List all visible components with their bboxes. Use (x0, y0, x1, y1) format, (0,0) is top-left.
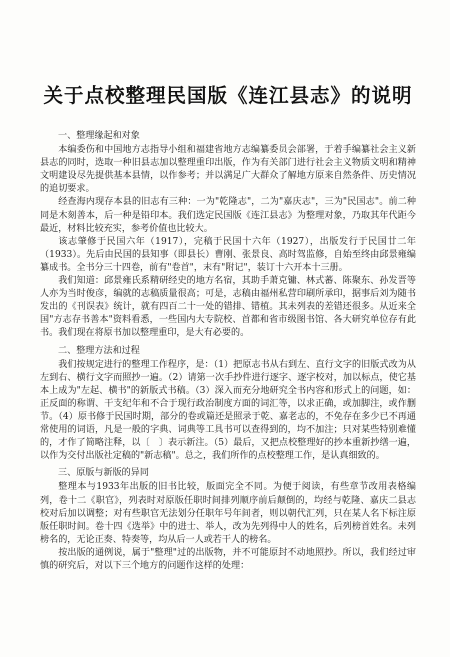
section-differences (40, 467, 416, 573)
section-heading: 一、整理缘起和对象 (58, 131, 140, 141)
section-heading: 二、整理方法和过程 (58, 345, 140, 356)
document-body (40, 130, 416, 573)
paragraph: 我们知道：邱景雍氏系精研经史的地方名宿，其助手萧克镛、林式蕃、陈聚东、孙发晋等人亦为当时俊彦，编就的志稿质量很高；可是，志稿由福州私营印刷所承印，据事后刘为随书发出的《刊误表》统计，就有四百二十一处的错排、错植。其未列表的差错还很多。从近来全国"方志存书善本"资料看悉，一些国内大专院校、首都和省市级图书馆、各大研究单位存有此书。我们现在将原书加以整理重印，是大有必要的。 (40, 276, 416, 339)
paragraph: 经查海内现存本县的旧志有三种：一为"乾隆志"，二为"嘉庆志"，三为"民国志"。前二种同是木刻善本，后一种是铅印本。我们选定民国版《连江县志》为整理对象，乃取其年代距今最近，材料比较充实，参考价值也比较大。 (40, 197, 416, 234)
page-title: 关于点校整理民国版《连江县志》的说明 (43, 84, 413, 107)
paragraph: 我们按规定进行的整理工作程序，是：（1）把原志书从右到左、直行文字的旧版式改为从左到右、横行文字而照抄一遍。（2）请第一次手抄件进行逐字、逐字校对，加以标点，使它基本上成为"左起、横书"的新版式书稿。（3）深入而充分地研究全书内容和形式上的问题，如：正反面的称谓、干支纪年和不合于现行政治制度方面的词汇等，以求正确，或加脚注，或作删节。（4）原书修于民国时期，部分的卷或篇还是照录于乾、嘉老志的，不免存在多少已不再通常使用的词语，凡是一般的字典、词典等工具书可以查得到的，均不加注；只对某些特别难懂的，才作了简略注释，以〔 〕表示新注。（5）最后，又把点校整理好的抄本重新抄缮一遍，以作为交付出版社定稿的"新志稿"。总之，我们所作的点校整理工作，是认真细致的。 (40, 359, 416, 462)
section-heading: 三、原版与新版的异同 (58, 468, 149, 479)
section-origin (40, 130, 416, 341)
paragraph: 该志肇修于民国六年（1917），完稿于民国十六年（1927），出版发行于民国廿二年（1933）。先后由民国的县知事（即县长）曹刚、张景良、高时驾监修，自始至终由邱景雍编纂成书。全书分三十四卷，前有"卷首"，末有"附记"，装订十六开本十三册。 (40, 236, 416, 273)
paragraph: 按出版的通例说，属于"整理"过的出版物，并不可能原封不动地照抄。所以，我们经过审慎的研究后，对以下三个地方的问题作这样的处理： (40, 547, 416, 571)
section-method (40, 345, 416, 464)
paragraph: 本编委伤和中国地方志指导小组和福建省地方志编纂委员会部署，于着手编纂社会主义新县志的同时，选取一种旧县志加以整理重印出版，作为有关部门进行社会主义物质文明和精神文明建设尽先提供基本县情，以作参考；并以满足广大群众了解地方原来自然条件、历史情况的追切要求。 (40, 145, 416, 195)
paragraph: 整理本与1933年出版的旧书比较，版面完全不同。为便于阅读，有些章节改用表格编列，卷十二《职官》，列表时对原版任职时间排列顺序前后颠倒的，均经与乾隆、嘉庆二县志校对后加以调整；对有些职官无法划分任职年号年间者，则以朝代汇列，只在某人名下标注原版任职时间。卷十四《选举》中的进士、举人，改为先列得中人的姓名，后列榜首姓名。未列榜名的，无论正奏、特奏等，均从后一人或若干人的榜名。 (40, 482, 416, 545)
